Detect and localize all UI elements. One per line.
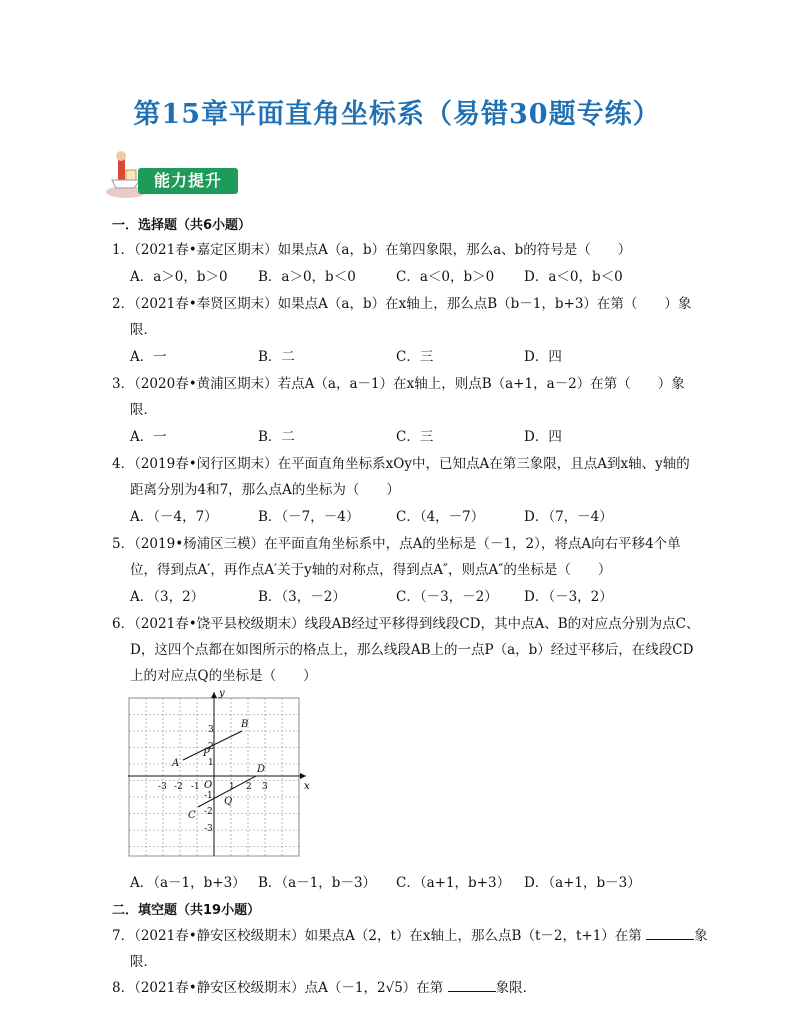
ability-badge-label: 能力提升 — [138, 168, 238, 194]
option-d[interactable]: D．四 — [524, 429, 562, 445]
option-c[interactable]: C．（a+1，b+3） — [396, 875, 511, 891]
question-3-text-cont: 限． — [130, 402, 157, 418]
x-tick-label: 1 — [229, 782, 235, 792]
question-2-text: 2．（2021春•奉贤区期末）如果点A（a，b）在x轴上，那么点B（b－1，b+3）在第（ ）象 — [112, 296, 692, 312]
y-tick-label: -3 — [204, 824, 213, 834]
point-c-label: C — [188, 810, 196, 821]
y-tick-label: 3 — [208, 725, 214, 735]
question-7-stem: 7．（2021春•静安区校级期末）如果点A（2，t）在x轴上，那么点B（t－2，t+1）在第 — [112, 928, 642, 944]
y-tick-label: -1 — [204, 791, 213, 801]
question-4-text: 4．（2019春•闵行区期末）在平面直角坐标系xOy中，已知点A在第三象限，且点A到x轴、y轴的 — [112, 456, 690, 472]
point-p-label: P — [203, 748, 210, 759]
x-tick-label: -1 — [191, 782, 200, 792]
question-7-text — [112, 924, 708, 944]
coordinate-grid — [128, 690, 310, 860]
question-8-stem: 8．（2021春•静安区校级期末）点A（－1，2√5）在第 — [112, 980, 444, 996]
question-8-suffix: 象限． — [495, 980, 537, 996]
x-axis-label: x — [304, 781, 310, 792]
option-d[interactable]: D．（－3，2） — [524, 589, 613, 605]
y-tick-label: -2 — [204, 807, 213, 817]
answer-blank[interactable] — [448, 979, 496, 992]
question-2-text-cont: 限． — [130, 322, 157, 338]
option-b[interactable]: B．二 — [258, 349, 295, 365]
option-a[interactable]: A．（－4，7） — [130, 509, 218, 525]
question-6-text-cont: D，这四个点都在如图所示的格点上，那么线段AB上的一点P（a，b）经过平移后，在线段CD — [130, 642, 694, 658]
option-b[interactable]: B．a＞0，b＜0 — [258, 269, 356, 285]
x-tick-label: 3 — [262, 782, 268, 792]
section-heading-choice: 一．选择题（共6小题） — [112, 218, 252, 233]
option-d[interactable]: D．（a+1，b－3） — [524, 875, 641, 891]
question-6-text: 6．（2021春•饶平县校级期末）线段AB经过平移得到线段CD，其中点A、B的对应点分别为点C、 — [112, 616, 700, 632]
option-a[interactable]: A．一 — [130, 429, 167, 445]
option-b[interactable]: B．（a－1，b－3） — [258, 875, 377, 891]
option-c[interactable]: C．（－3，－2） — [396, 589, 498, 605]
option-a[interactable]: A．（3，2） — [130, 589, 205, 605]
answer-blank[interactable] — [646, 927, 694, 940]
option-c[interactable]: C．a＜0，b＞0 — [396, 269, 495, 285]
point-d-label: D — [257, 764, 266, 775]
page-title: 第15章平面直角坐标系（易错30题专练） — [133, 99, 661, 130]
option-b[interactable]: B．二 — [258, 429, 295, 445]
x-tick-label: -2 — [174, 782, 183, 792]
question-5-text-cont: 位，得到点A′，再作点A′关于y轴的对称点，得到点A″，则点A″的坐标是（ ） — [130, 562, 612, 578]
y-tick-label: 2 — [208, 742, 214, 752]
question-3-text: 3．（2020春•黄浦区期末）若点A（a，a－1）在x轴上，则点B（a+1，a－2）在第（ ）象 — [112, 376, 685, 392]
option-c[interactable]: C．（4，－7） — [396, 509, 485, 525]
question-7-text-cont: 限． — [130, 954, 157, 970]
point-b-label: B — [241, 719, 249, 730]
point-a-label: A — [172, 758, 180, 769]
coordinate-grid-figure — [128, 690, 310, 860]
point-q-label: Q — [224, 796, 233, 807]
question-7-suffix: 象 — [694, 928, 708, 944]
option-d[interactable]: D．（7，－4） — [524, 509, 613, 525]
option-b[interactable]: B．（－7，－4） — [258, 509, 360, 525]
origin-label: O — [204, 780, 213, 791]
section-heading-fill: 二．填空题（共19小题） — [112, 903, 261, 918]
question-6-text-cont-2: 上的对应点Q的坐标是（ ） — [130, 668, 317, 684]
option-a[interactable]: A．a＞0，b＞0 — [130, 269, 228, 285]
question-4-text-cont: 距离分别为4和7，那么点A的坐标为（ ） — [130, 482, 400, 498]
option-c[interactable]: C．三 — [396, 429, 434, 445]
option-b[interactable]: B．（3，－2） — [258, 589, 346, 605]
x-tick-label: -3 — [158, 782, 167, 792]
question-1-text: 1．（2021春•嘉定区期末）如果点A（a，b）在第四象限，那么a、b的符号是（ ） — [112, 242, 632, 258]
y-tick-label: 1 — [208, 758, 214, 768]
x-tick-label: 2 — [246, 782, 252, 792]
option-c[interactable]: C．三 — [396, 349, 434, 365]
option-a[interactable]: A．（a－1，b+3） — [130, 875, 246, 891]
option-d[interactable]: D．a＜0，b＜0 — [524, 269, 623, 285]
y-axis-label: y — [219, 690, 225, 699]
question-8-text — [112, 976, 536, 996]
option-d[interactable]: D．四 — [524, 349, 562, 365]
option-a[interactable]: A．一 — [130, 349, 167, 365]
ability-badge — [104, 150, 244, 200]
question-5-text: 5．（2019•杨浦区三模）在平面直角坐标系中，点A的坐标是（－1，2），将点A向右平移4个单 — [112, 536, 681, 552]
